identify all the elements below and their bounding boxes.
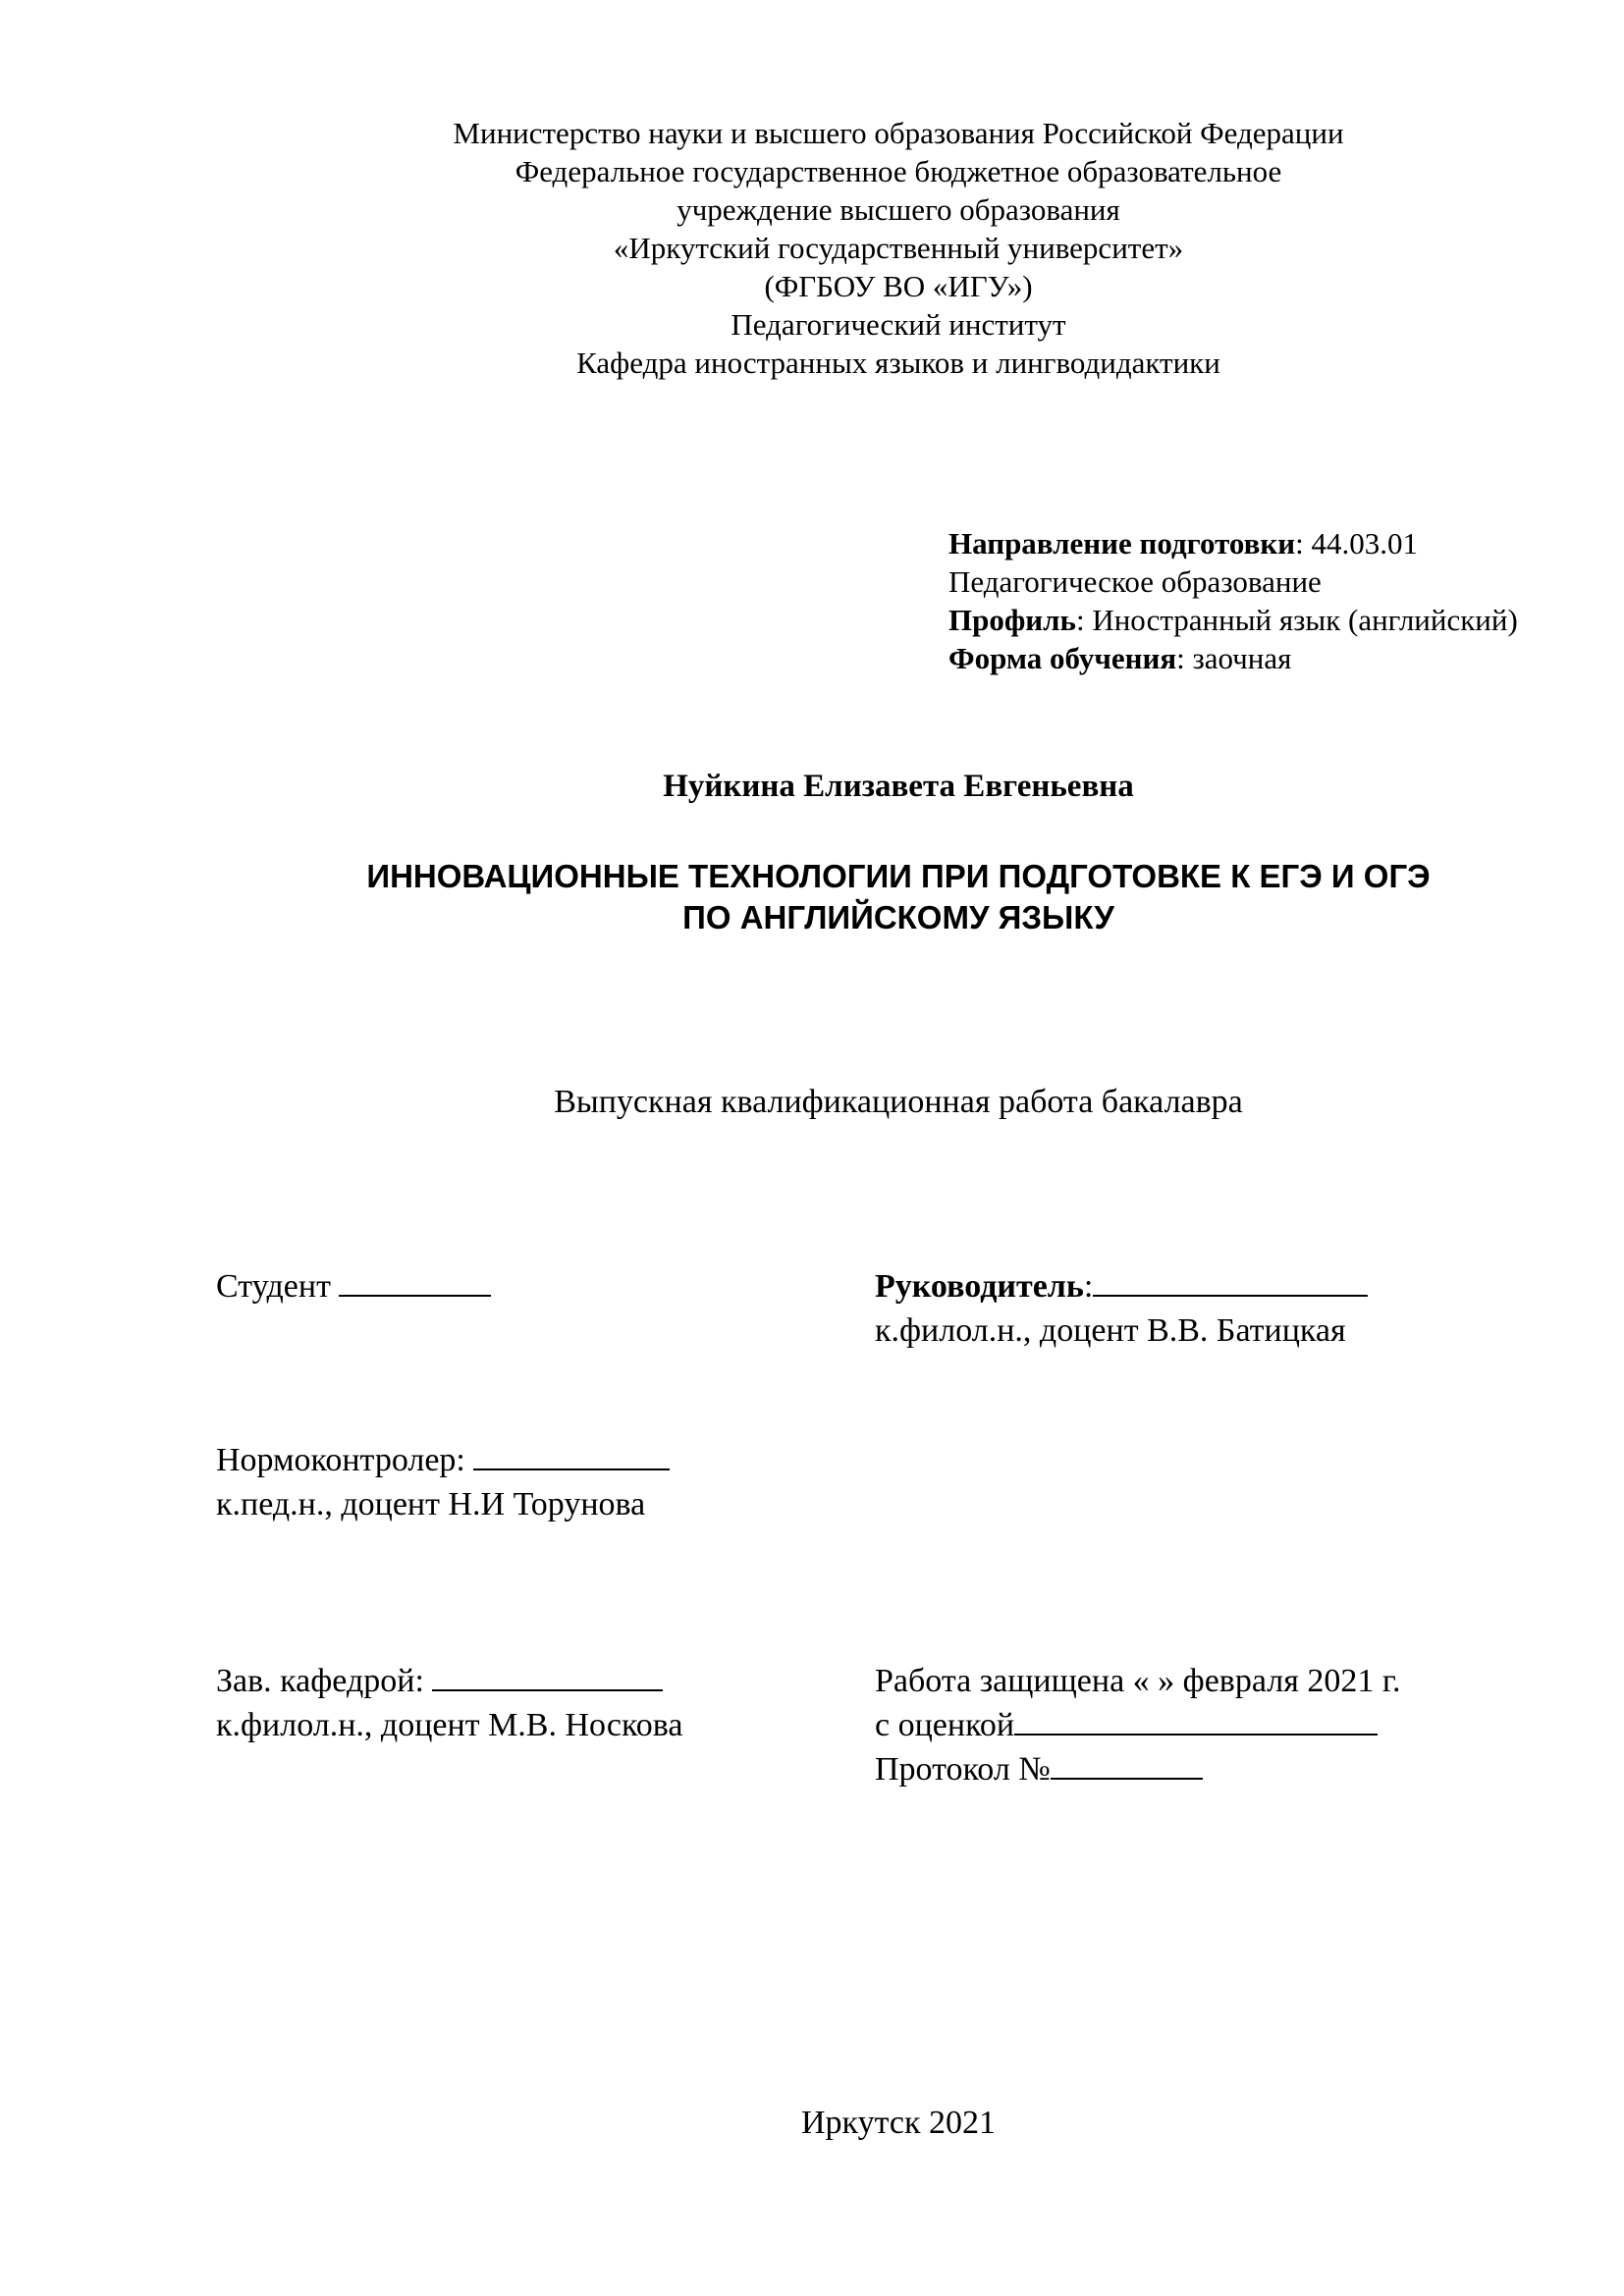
direction-value: : 44.03.01: [1295, 526, 1418, 561]
student-label: Студент: [216, 1268, 331, 1305]
city-year: Иркутск 2021: [801, 2105, 996, 2141]
program-info: [948, 524, 1518, 677]
head-name: к.филол.н., доцент М.В. Носкова: [216, 1707, 683, 1743]
normcontrol-signature-line: [473, 1439, 670, 1470]
defense-line: Работа защищена « » февраля 2021 г.: [875, 1663, 1401, 1699]
protocol-line: [1051, 1748, 1203, 1780]
defense-block: [875, 1659, 1400, 1791]
normcontrol-label: Нормоконтролер:: [216, 1442, 465, 1478]
thesis-title-line-1: ИННОВАЦИОННЫЕ ТЕХНОЛОГИИ ПРИ ПОДГОТОВКЕ К ЕГЭ И ОГЭ: [366, 858, 1431, 894]
supervisor-colon: :: [1083, 1268, 1094, 1305]
protocol-row: [875, 1747, 1400, 1791]
header-line-department: Кафедра иностранных языков и лингводидактики: [576, 346, 1220, 380]
header-line-federal: Федеральное государственное бюджетное образовательное: [514, 154, 1282, 188]
thesis-title: [216, 856, 1581, 938]
supervisor-label: Руководитель: [875, 1268, 1084, 1305]
head-row: [216, 1659, 682, 1703]
grade-line: [1014, 1704, 1378, 1735]
student-signature-line: [339, 1265, 491, 1297]
supervisor-row: [875, 1264, 1368, 1308]
supervisor-signature-block: [875, 1264, 1368, 1353]
header-line-institute: Педагогический институт: [731, 307, 1066, 342]
supervisor-name: к.филол.н., доцент В.В. Батицкая: [875, 1312, 1346, 1349]
protocol-label: Протокол №: [875, 1751, 1051, 1788]
student-signature-block: [216, 1264, 491, 1308]
profile-label: Профиль: [948, 603, 1076, 637]
profile-row: [948, 601, 1518, 639]
head-signature-line: [432, 1660, 663, 1691]
normcontrol-row: [216, 1438, 670, 1482]
normcontrol-name: к.пед.н., доцент Н.И Торунова: [216, 1486, 646, 1522]
institution-header: [0, 114, 1624, 382]
form-label: Форма обучения: [948, 641, 1177, 675]
direction-row: [948, 524, 1518, 562]
grade-label: с оценкой: [875, 1707, 1015, 1743]
header-line-institution-type: учреждение высшего образования: [677, 192, 1120, 227]
supervisor-signature-line: [1093, 1265, 1368, 1297]
profile-value: : Иностранный язык (английский): [1075, 603, 1518, 637]
thesis-title-line-2: ПО АНГЛИЙСКОМУ ЯЗЫКУ: [682, 899, 1114, 935]
direction-name: Педагогическое образование: [948, 564, 1322, 599]
author-name: Нуйкина Елизавета Евгеньевна: [663, 769, 1134, 804]
head-signature-block: [216, 1659, 682, 1747]
form-value: : заочная: [1176, 641, 1292, 675]
direction-label: Направление подготовки: [948, 526, 1296, 561]
work-type: Выпускная квалификационная работа бакалавра: [554, 1084, 1243, 1120]
header-line-ministry: Министерство науки и высшего образования Российской Федерации: [453, 116, 1344, 150]
normcontrol-signature-block: [216, 1438, 670, 1526]
form-row: [948, 639, 1518, 677]
head-label: Зав. кафедрой:: [216, 1663, 424, 1699]
header-line-university: «Иркутский государственный университет»: [613, 231, 1184, 265]
grade-row: [875, 1703, 1400, 1747]
header-line-abbreviation: (ФГБОУ ВО «ИГУ»): [764, 269, 1033, 303]
